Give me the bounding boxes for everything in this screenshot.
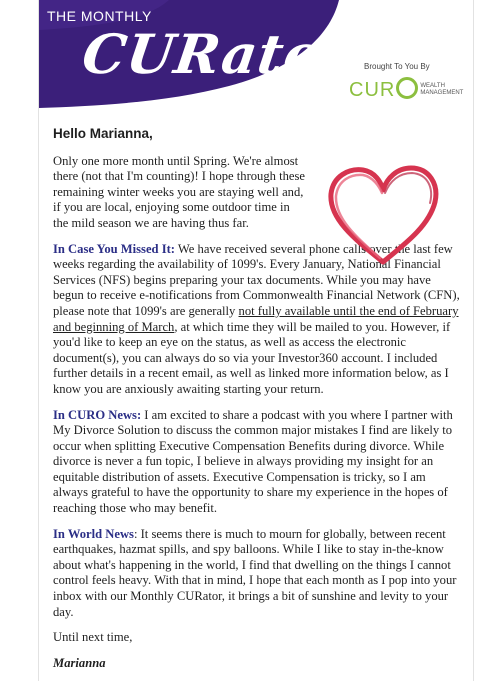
curo-logo[interactable] [349,76,463,100]
brought-by-label: Brought To You By [364,62,430,71]
missed-text-1: We have received several phone calls over the last few weeks regarding the availability of 1099's. Every January, National Financial Services (NFS) begins preparing your tax documents. While you may have begun to receive e-notifications from Commonwealth Financial Network (CFN), please note that 1099's are generally [53,241,460,318]
brand-o-ring [396,77,418,99]
newsletter-header [39,0,473,120]
curo-news-section [53,408,463,517]
missed-text-2: , at which time they will be mailed to you. However, if you'd like to keep an eye on the status, as well as access the electronic document(s), you can always do so via your Investor360 account. I included further details in a recent email, as well as linked more information below, as I know you are anxiously awaiting starting your return. [53,319,451,396]
missed-label: In Case You Missed It: [53,241,175,256]
world-news-text: : It seems there is much to mourn for globally, between recent earthquakes, hazmat spills, and spy balloons. While I like to stay in-the-know about what's happening in the world, I find that dwelling on the things I cannot control feels heavy. With that in mind, I hope that each month as I pop into your inbox with our Monthly CURator, it brings a bit of sunshine and levity to your day. [53,526,457,619]
brand-subtitle [420,83,463,97]
newsletter-title: CURator [78,22,356,86]
newsletter-frame [38,0,474,681]
intro-section [53,154,463,232]
brand-sub-wealth: WEALTH [420,83,445,89]
signature: Marianna [53,655,106,670]
header-kicker: THE MONTHLY [47,8,152,24]
greeting: Hello Marianna, [53,126,153,141]
closing-line: Until next time, [53,630,133,645]
world-news-label: In World News [53,526,134,541]
letter-body [53,126,463,681]
heart-icon [323,160,443,275]
missed-underlined-text: not fully available until the end of February and beginning of March [53,303,459,334]
brand-sub-management: MANAGEMENT [420,90,464,96]
intro-paragraph: Only one more month until Spring. We're almost there (not that I'm counting)! I hope through these remaining winter weeks you are staying well and, if you are local, enjoying some outdoor time in the mild season we are having thus far. [53,153,305,230]
curo-news-label: In CURO News: [53,407,142,422]
world-news-section [53,527,463,621]
curo-news-text: I am excited to share a podcast with you where I partner with My Divorce Solution to discuss the common major mistakes I find are likely to occur when splitting Executive Compensation Benefits during divorce. While divorce is never a fun topic, I believe in always providing my insight for an equitable distribution of assets. Executive Compensation is tricky, so I am always grateful to have the opportunity to share my experience in the hopes of reaching those who may benefit. [53,407,453,516]
brand-cur-text: CUR [349,79,396,101]
